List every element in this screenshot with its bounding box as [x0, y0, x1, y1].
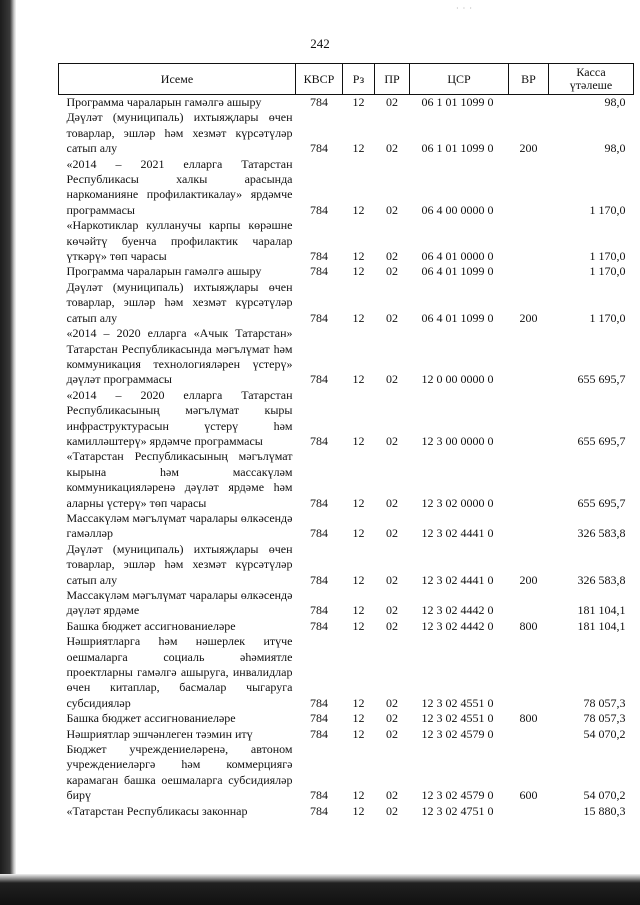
cell-amount: 326 583,8	[577, 572, 626, 587]
cell-vr	[509, 157, 549, 219]
cell-csr: 12 0 00 0000 0	[421, 372, 494, 387]
cell-kvsr: 784	[310, 695, 328, 710]
cell-name: «Наркотиклар кулланучы карпы көрәшне көчәйтү буенча профилактик чаралар үткәрү» төп чарасы	[66, 218, 293, 264]
table-row	[59, 511, 634, 542]
cell-pr: 02	[386, 603, 398, 618]
cell-pr: 02	[386, 372, 398, 387]
cell-rz: 12	[352, 695, 365, 710]
cell-kvsr: 784	[310, 803, 328, 818]
cell-kvsr: 784	[310, 495, 328, 510]
cell-pr: 02	[386, 249, 398, 264]
table-row	[59, 742, 634, 804]
cell-rz: 12	[352, 603, 365, 618]
table-row	[59, 804, 634, 819]
cell-rz: 12	[352, 95, 365, 109]
cell-name: Программа чараларын гамәлгә ашыру	[66, 95, 262, 109]
table-row	[59, 157, 634, 219]
cell-name: Бюджет учреждениеләренә, автоном учреждениеләргә һәм коммерциягә карамаган башка оешмаларга субсидияләр бирү	[66, 742, 293, 803]
cell-pr: 02	[386, 788, 398, 803]
cell-pr: 02	[386, 803, 398, 818]
cell-vr	[509, 634, 549, 711]
cell-rz: 12	[352, 803, 365, 818]
table-row	[59, 588, 634, 619]
scan-left-edge	[0, 0, 16, 905]
cell-vr: 800	[519, 711, 538, 726]
cell-pr: 02	[386, 310, 398, 325]
cell-vr: 600	[519, 788, 538, 803]
cell-csr: 06 4 00 0000 0	[421, 202, 494, 217]
header-csr: ЦСР	[410, 64, 509, 95]
cell-rz: 12	[352, 526, 365, 541]
header-pr: ПР	[375, 64, 410, 95]
cell-vr: 200	[519, 141, 538, 156]
cell-name: Дәүләт (муниципаль) ихтыяҗлары өчен товарлар, эшләр һәм хезмәт күрсәтүләр сатып алу	[66, 110, 293, 156]
cell-vr: 800	[519, 618, 538, 633]
cell-csr: 06 4 01 1099 0	[421, 310, 494, 325]
cell-pr: 02	[386, 141, 398, 156]
cell-rz: 12	[352, 495, 365, 510]
cell-rz: 12	[352, 433, 365, 448]
cell-kvsr: 784	[310, 372, 328, 387]
cell-amount: 655 695,7	[577, 495, 626, 510]
cell-name: «Татарстан Республикасының мәгълүмат кырына һәм массакүләм коммуникацияләренә дәүләт ярдәме һәм аларны үстерү» төп чарасы	[66, 449, 293, 510]
cell-pr: 02	[386, 95, 398, 109]
cell-kvsr: 784	[310, 95, 328, 109]
header-amount: Касса үтәлеше	[549, 64, 634, 95]
cell-vr	[509, 804, 549, 819]
budget-table	[58, 63, 634, 819]
cell-pr: 02	[386, 695, 398, 710]
cell-csr: 06 1 01 1099 0	[421, 141, 494, 156]
cell-rz: 12	[352, 372, 365, 387]
table-row	[59, 711, 634, 726]
cell-vr	[509, 511, 549, 542]
cell-amount: 655 695,7	[577, 372, 626, 387]
cell-name: Массакүләм мәгълүмат чаралары өлкәсендә дәүләт ярдәме	[66, 588, 293, 618]
cell-vr	[509, 218, 549, 264]
cell-name: Дәүләт (муниципаль) ихтыяҗлары өчен товарлар, эшләр һәм хезмәт күрсәтүләр сатып алу	[66, 541, 293, 587]
header-vr: ВР	[509, 64, 549, 95]
table-row	[59, 619, 634, 634]
cell-csr: 12 3 02 4441 0	[421, 572, 494, 587]
cell-name: Нәшриятларга һәм нәшерлек итүче оешмаларга социаль әһәмиятле проектларны гамәлгә ашыруга, инвалидлар өчен китаплар, басмалар чыгаруга субсидияләр	[66, 634, 293, 710]
cell-kvsr: 784	[310, 249, 328, 264]
cell-vr	[509, 264, 549, 279]
cell-vr	[509, 95, 549, 111]
scan-specks: · · ·	[456, 4, 473, 13]
cell-vr	[509, 449, 549, 511]
cell-csr: 12 3 02 0000 0	[421, 495, 494, 510]
cell-amount: 1 170,0	[589, 310, 626, 325]
cell-csr: 12 3 02 4579 0	[421, 788, 494, 803]
table-row	[59, 634, 634, 711]
cell-vr	[509, 727, 549, 742]
cell-kvsr: 784	[310, 433, 328, 448]
cell-amount: 15 880,3	[583, 803, 626, 818]
table-row	[59, 264, 634, 279]
cell-name: «2014 – 2020 елларга Татарстан Республикасының мәгълүмат кыры инфраструктурасын үстерү һәм камилләштерү» ярдәмче программасы	[66, 387, 293, 448]
cell-kvsr: 784	[310, 711, 328, 726]
cell-name: «2014 – 2020 елларга «Ачык Татарстан» Татарстан Республикасында мәгълүмат һәм коммуникация технологияләрен үстерү» дәүләт программасы	[66, 326, 293, 387]
cell-vr	[509, 388, 549, 450]
cell-csr: 06 4 01 0000 0	[421, 249, 494, 264]
header-name: Исеме	[59, 64, 296, 95]
cell-amount: 98,0	[604, 95, 626, 109]
cell-csr: 12 3 02 4441 0	[421, 526, 494, 541]
table-row	[59, 280, 634, 326]
cell-kvsr: 784	[310, 310, 328, 325]
table-row	[59, 110, 634, 156]
cell-name: Башка бюджет ассигнованиеләре	[66, 711, 236, 726]
header-kvsr: КВСР	[296, 64, 343, 95]
table-row	[59, 326, 634, 388]
cell-vr	[509, 588, 549, 619]
cell-amount: 1 170,0	[589, 264, 626, 279]
cell-csr: 12 3 02 4551 0	[421, 711, 494, 726]
cell-rz: 12	[352, 726, 365, 741]
cell-name: «2014 – 2021 елларга Татарстан Республикасы халкы арасында наркоманияне профилактикалау» ярдәмче программасы	[66, 156, 293, 217]
table-row	[59, 449, 634, 511]
cell-vr	[509, 326, 549, 388]
table-header-row	[59, 64, 634, 95]
cell-pr: 02	[386, 495, 398, 510]
cell-rz: 12	[352, 618, 365, 633]
cell-rz: 12	[352, 202, 365, 217]
header-rz: Рз	[343, 64, 375, 95]
cell-rz: 12	[352, 572, 365, 587]
cell-kvsr: 784	[310, 618, 328, 633]
cell-csr: 12 3 02 4442 0	[421, 603, 494, 618]
cell-kvsr: 784	[310, 788, 328, 803]
cell-rz: 12	[352, 141, 365, 156]
cell-name: Нәшриятлар эшчәнлеген тәэмин итү	[66, 726, 253, 741]
cell-pr: 02	[386, 264, 398, 279]
cell-vr: 200	[519, 572, 538, 587]
cell-amount: 181 104,1	[577, 603, 626, 618]
cell-kvsr: 784	[310, 603, 328, 618]
cell-amount: 1 170,0	[589, 202, 626, 217]
cell-rz: 12	[352, 264, 365, 279]
cell-csr: 12 3 02 4442 0	[421, 618, 494, 633]
cell-kvsr: 784	[310, 526, 328, 541]
cell-kvsr: 784	[310, 264, 328, 279]
table-row	[59, 218, 634, 264]
table-body	[59, 95, 634, 820]
cell-amount: 78 057,3	[583, 711, 626, 726]
cell-name: «Татарстан Республикасы законнар	[66, 803, 248, 818]
cell-csr: 12 3 02 4579 0	[421, 726, 494, 741]
cell-amount: 78 057,3	[583, 695, 626, 710]
table-row	[59, 95, 634, 111]
cell-kvsr: 784	[310, 202, 328, 217]
cell-amount: 54 070,2	[583, 726, 626, 741]
cell-amount: 655 695,7	[577, 433, 626, 448]
cell-amount: 98,0	[604, 141, 626, 156]
cell-pr: 02	[386, 572, 398, 587]
cell-rz: 12	[352, 310, 365, 325]
cell-rz: 12	[352, 788, 365, 803]
table-row	[59, 388, 634, 450]
cell-pr: 02	[386, 618, 398, 633]
cell-pr: 02	[386, 726, 398, 741]
table-row	[59, 542, 634, 588]
cell-pr: 02	[386, 433, 398, 448]
cell-name: Башка бюджет ассигнованиеләре	[66, 618, 236, 633]
cell-csr: 12 3 00 0000 0	[421, 433, 494, 448]
cell-csr: 12 3 02 4551 0	[421, 695, 494, 710]
cell-name: Дәүләт (муниципаль) ихтыяҗлары өчен товарлар, эшләр һәм хезмәт күрсәтүләр сатып алу	[66, 279, 293, 325]
cell-pr: 02	[386, 526, 398, 541]
cell-amount: 326 583,8	[577, 526, 626, 541]
cell-csr: 06 1 01 1099 0	[421, 95, 494, 109]
cell-amount: 181 104,1	[577, 618, 626, 633]
cell-pr: 02	[386, 202, 398, 217]
cell-vr: 200	[519, 310, 538, 325]
cell-amount: 1 170,0	[589, 249, 626, 264]
cell-kvsr: 784	[310, 572, 328, 587]
cell-kvsr: 784	[310, 141, 328, 156]
cell-rz: 12	[352, 711, 365, 726]
cell-amount: 54 070,2	[583, 788, 626, 803]
cell-rz: 12	[352, 249, 365, 264]
cell-pr: 02	[386, 711, 398, 726]
cell-kvsr: 784	[310, 726, 328, 741]
cell-csr: 12 3 02 4751 0	[421, 803, 494, 818]
scan-bottom-edge	[0, 874, 640, 905]
table-row	[59, 727, 634, 742]
cell-name: Массакүләм мәгълүмат чаралары өлкәсендә гамәлләр	[66, 510, 293, 541]
cell-csr: 06 4 01 1099 0	[421, 264, 494, 279]
page-number: 242	[310, 36, 330, 51]
cell-name: Программа чараларын гамәлгә ашыру	[66, 264, 262, 279]
